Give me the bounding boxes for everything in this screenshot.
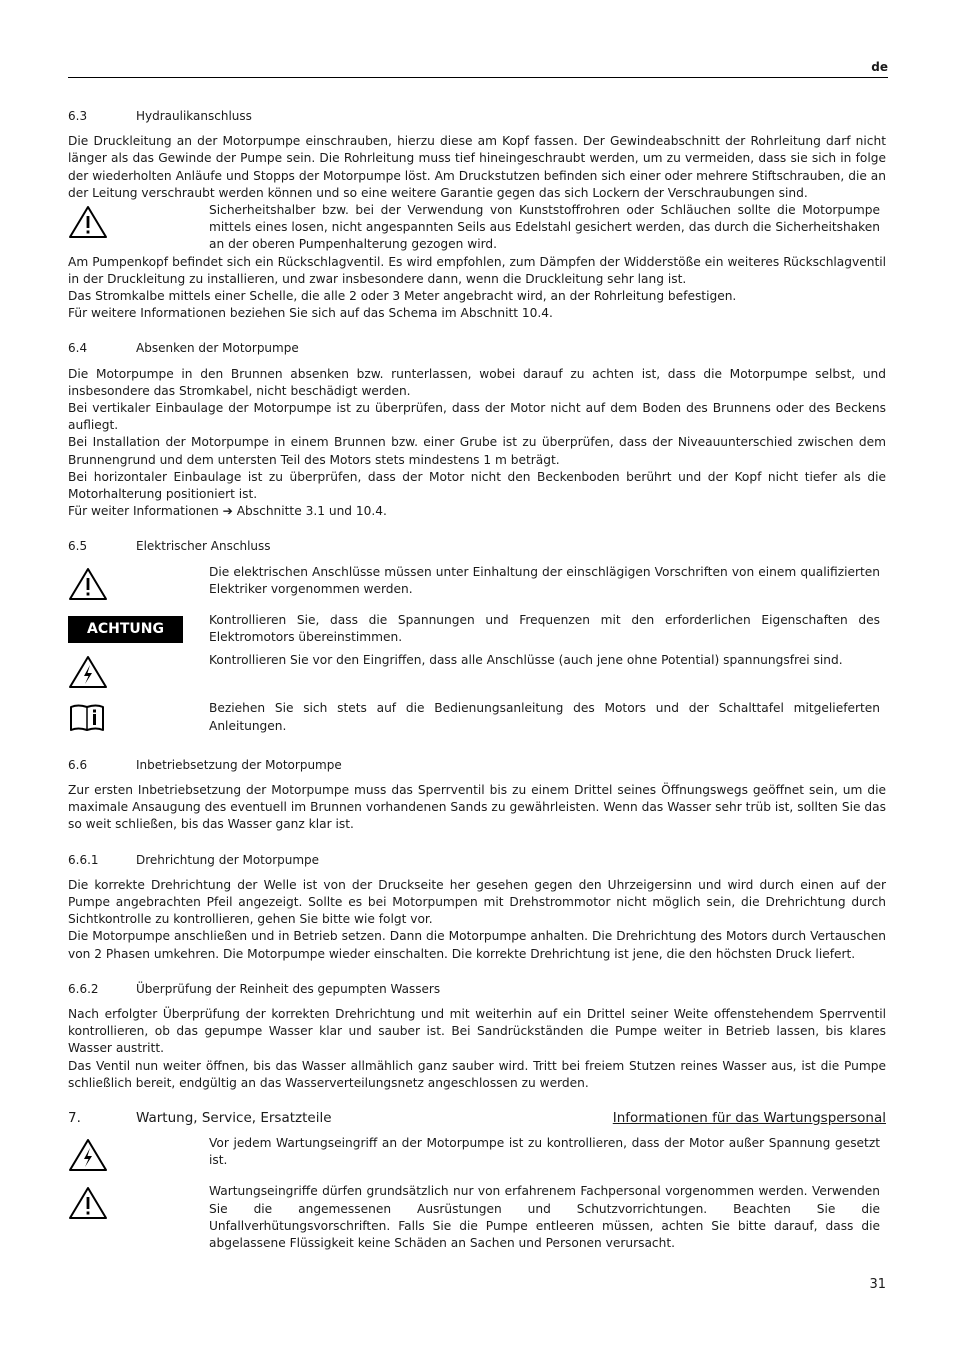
section-number: 6.5 xyxy=(68,539,88,554)
paragraph: Das Ventil nun weiter öffnen, bis das Wasser allmählich ganz sauber wird. Tritt bei freiem Stutzen reines Wasser aus, ist die Pumpe schließlich bereit, endgültig an das Wasserverteilungsnetz angeschlossen zu werden. xyxy=(68,1058,886,1090)
section-heading xyxy=(68,538,886,555)
section-6-5 xyxy=(68,538,886,738)
section-6-6 xyxy=(68,757,886,834)
section-number: 6.4 xyxy=(68,341,88,356)
paragraph: Bei vertikaler Einbaulage der Motorpumpe ist zu überprüfen, dass der Motor nicht auf dem Boden des Brunnens oder des Beckens aufliegt. xyxy=(68,401,886,433)
section-6-3 xyxy=(68,108,886,322)
section-title: Absenken der Motorpumpe xyxy=(136,341,299,356)
audience-label: Informationen für das Wartungspersonal xyxy=(612,1109,886,1126)
paragraph: Am Pumpenkopf befindet sich ein Rückschlagventil. Es wird empfohlen, zum Dämpfen der Widderstöße ein weiteres Rückschlagventil in der Druckleitung zu installieren, und zwar insbesondere dann, wenn die Druckleitung sehr lang ist. xyxy=(68,254,886,286)
chapter-number: 7. xyxy=(68,1109,81,1126)
achtung-note xyxy=(68,612,886,646)
paragraph: Bei Installation der Motorpumpe in einem Brunnen bzw. einer Grube ist zu überprüfen, dass der Niveauunterschied zwischen dem Brunnengrund und dem untersten Teil des Motors stets mindestens 1 m beträgt. xyxy=(68,435,886,467)
section-title: Elektrischer Anschluss xyxy=(136,539,271,554)
chapter-title: Wartung, Service, Ersatzteile xyxy=(136,1109,332,1126)
section-title: Drehrichtung der Motorpumpe xyxy=(136,852,320,867)
section-number: 6.6 xyxy=(68,757,88,772)
paragraph: Die Druckleitung an der Motorpumpe einschrauben, hierzu diese am Kopf fassen. Der Gewindeabschnitt der Rohrleitung darf nicht länger als das Gewinde der Pumpe sein. Die Rohrleitung muss tief hineingeschraubt werden, um zu vermeiden, dass sie sich in folge der wiederholten Anläufe und Stopps der Motorpumpe löst. Am Druckstutzen befinden sich einer oder mehrere Stiftschrauben, die an der Leitung verschraubt werden können und so eine weitere Garantie gegen das sich Lockern der Verschraubungen sind. xyxy=(68,134,886,200)
electric-note xyxy=(68,1135,886,1177)
chapter-heading xyxy=(68,1110,886,1127)
electric-text: Vor jedem Wartungseingriff an der Motorpumpe ist zu kontrollieren, dass der Motor außer Spannung gesetzt ist. xyxy=(209,1136,880,1168)
paragraph: Das Stromkalbe mittels einer Schelle, die alle 2 oder 3 Meter angebracht wird, an der Rohrleitung befestigen. xyxy=(68,289,737,304)
section-number: 6.3 xyxy=(68,109,88,123)
section-heading xyxy=(68,108,886,125)
paragraph: Für weitere Informationen beziehen Sie sich auf das Schema im Abschnitt 10.4. xyxy=(68,306,553,321)
warning-text: Wartungseingriffe dürfen grundsätzlich nur von erfahrenem Fachpersonal vorgenommen werden. Verwenden Sie die angemessenen Ausrüstungen und Schutzvorrichtungen. Beachten Sie die Unfallverhütungsvorschriften. Falls Sie die Pumpe entleeren müssen, achten Sie bitte darauf, dass die abgelassene Flüssigkeit keine Schäden an Sachen und Personen verursacht. xyxy=(209,1184,880,1250)
section-title: Überprüfung der Reinheit des gepumpten Wassers xyxy=(136,981,441,996)
warning-text: Die elektrischen Anschlüsse müssen unter Einhaltung der einschlägigen Vorschriften von einem qualifizierten Elektriker vorgenommen werden. xyxy=(209,564,880,596)
section-6-6-1 xyxy=(68,852,886,963)
paragraph: Die korrekte Drehrichtung der Welle ist von der Druckseite her gesehen gegen den Uhrzeigersinn und wird durch einen auf der Pumpe angebrachten Pfeil angezeigt. Sollte es bei Motorpumpen mit Drehstrommotor nicht möglich sein, die Drehrichtung durch Sichtkontrolle zu kontrollieren, gehen Sie bitte wie folgt vor. xyxy=(68,877,886,927)
warning-note xyxy=(68,202,886,254)
section-6-4 xyxy=(68,340,886,520)
warning-triangle-icon xyxy=(68,564,209,606)
warning-note xyxy=(68,1183,886,1252)
section-title: Inbetriebsetzung der Motorpumpe xyxy=(136,757,342,772)
section-6-6-2 xyxy=(68,981,886,1092)
section-title: Hydraulikanschluss xyxy=(136,109,252,123)
warning-triangle-icon xyxy=(68,202,209,244)
manual-text: Beziehen Sie sich stets auf die Bedienungsanleitung des Motors und der Schalttafel mitgelieferten Anleitungen. xyxy=(209,701,880,733)
paragraph: Nach erfolgter Überprüfung der korrekten Drehrichtung und mit weiterhin auf ein Drittel seiner Weite offenstehendem Sperrventil kontrollieren, ob das gepumpe Wasser klar und sauber ist. Bei Sandrückständen die Pumpe weiter in Betrieb lassen, bis klares Wasser austritt. xyxy=(68,1006,886,1056)
section-heading xyxy=(68,981,886,998)
header-rule xyxy=(68,77,888,78)
read-manual-icon xyxy=(68,700,209,738)
paragraph: Die Motorpumpe anschließen und in Betrieb setzen. Dann die Motorpumpe anhalten. Die Drehrichtung des Motors durch Vertauschen von 2 Phasen umkehren. Die Motorpumpe wieder einschalten. Die korrekte Drehrichtung ist jene, die den höchsten Druck liefert. xyxy=(68,929,886,961)
achtung-badge: ACHTUNG xyxy=(68,616,183,643)
warning-note xyxy=(68,564,886,606)
electric-text: Kontrollieren Sie vor den Eingriffen, dass alle Anschlüsse (auch jene ohne Potential) spannungsfrei sind. xyxy=(209,653,843,668)
section-7 xyxy=(68,1110,886,1252)
document-body xyxy=(68,108,886,1270)
paragraph: Die Motorpumpe in den Brunnen absenken bzw. runterlassen, wobei darauf zu achten ist, dass die Motorpumpe selbst, und insbesondere das Stromkabel, nicht beschädigt werden. xyxy=(68,366,886,398)
electric-hazard-icon xyxy=(68,1135,209,1177)
warning-triangle-icon xyxy=(68,1183,209,1225)
section-heading xyxy=(68,340,886,357)
electric-hazard-icon xyxy=(68,652,209,694)
section-heading xyxy=(68,852,886,869)
achtung-text: Kontrollieren Sie, dass die Spannungen und Frequenzen mit den erforderlichen Eigenschaften des Elektromotors übereinstimmen. xyxy=(209,612,880,645)
warning-text: Sicherheitshalber bzw. bei der Verwendung von Kunststoffrohren oder Schläuchen sollte die Motorpumpe mittels eines losen, nicht angespannten Seils aus Edelstahl gesichert werden, das durch die Sicherheitshaken an der oberen Pumpenhalterung gezogen wird. xyxy=(209,203,880,252)
section-number: 6.6.2 xyxy=(68,981,99,996)
section-heading xyxy=(68,757,886,774)
page-number: 31 xyxy=(869,1277,886,1292)
section-number: 6.6.1 xyxy=(68,852,99,867)
language-code: de xyxy=(871,60,888,74)
electric-note xyxy=(68,652,886,694)
paragraph: Zur ersten Inbetriebsetzung der Motorpumpe muss das Sperrventil bis zu einem Drittel seines Öffnungswegs geöffnet sein, um die maximale Ansaugung des eventuell im Brunnen vorhandenen Sands zu gewährleisten. Wenn das Wasser sehr trüb ist, sollten Sie das so weit schließen, bis das Wasser ganz klar ist. xyxy=(68,782,886,832)
paragraph: Bei horizontaler Einbaulage ist zu überprüfen, dass der Motor nicht den Beckenboden berührt und der Kopf nicht tiefer als die Motorhalterung positioniert ist. xyxy=(68,469,886,502)
manual-note xyxy=(68,700,886,738)
paragraph: Für weiter Informationen ➔ Abschnitte 3.1 und 10.4. xyxy=(68,504,387,519)
